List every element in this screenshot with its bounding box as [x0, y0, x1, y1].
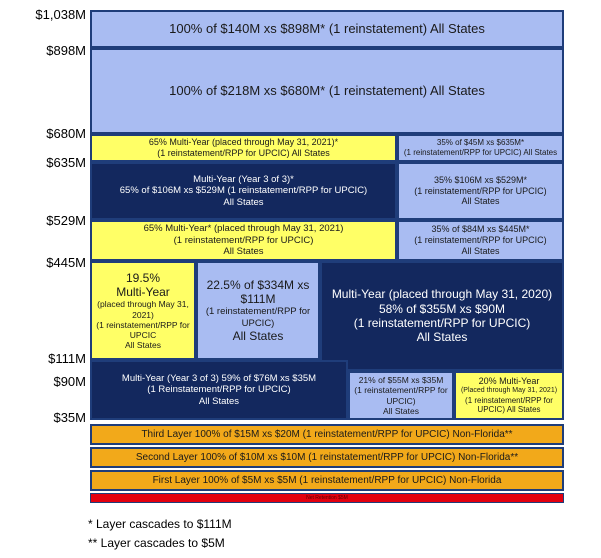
layer-635m-right-35pct: 35% $106M xs $529M* (1 reinstatement/RPP for UPCIC) All States	[397, 162, 564, 220]
axis-label-1038m: $1,038M	[35, 7, 86, 22]
layer-680m-left-multi-year: 65% Multi-Year (placed through May 31, 2021)* (1 reinstatement/RPP for UPCIC) All States	[90, 134, 397, 162]
layer-90m-year-3-59pct: Multi-Year (Year 3 of 3) 59% of $76M xs $35M (1 Reinstatement/RPP for UPCIC) All States	[90, 360, 348, 420]
axis-label-90m: $90M	[53, 374, 86, 389]
layer-680m-right-35pct: 35% of $45M xs $635M* (1 reinstatement/RPP for UPCIC) All States	[397, 134, 564, 162]
axis-label-35m: $35M	[53, 410, 86, 425]
axis-label-529m: $529M	[46, 213, 86, 228]
axis-label-635m: $635M	[46, 155, 86, 170]
axis-label-680m: $680M	[46, 126, 86, 141]
layer-635m-left-year-3: Multi-Year (Year 3 of 3)* 65% of $106M xs $529M (1 reinstatement/RPP for UPCIC) All States	[90, 162, 397, 220]
layer-529m-right-35pct: 35% of $84M xs $445M* (1 reinstatement/RPP for UPCIC) All States	[397, 220, 564, 261]
axis-label-111m: $111M	[48, 351, 86, 366]
layer-445m-19-5pct-multi-year: 19.5% Multi-Year (placed through May 31, 2021) (1 reinstatement/RPP for UPCIC All States	[90, 261, 196, 360]
layer-top-140m-xs-898m: 100% of $140M xs $898M* (1 reinstatement) All States	[90, 10, 564, 48]
second-layer-non-florida: Second Layer 100% of $10M xs $10M (1 reinstatement/RPP for UPCIC) Non-Florida**	[90, 447, 564, 468]
layer-445m-58pct-multi-year: Multi-Year (placed through May 31, 2020) 58% of $355M xs $90M (1 reinstatement/RPP for UPCIC) All States	[320, 261, 564, 371]
footnote-cascade-5m: ** Layer cascades to $5M	[88, 536, 225, 550]
first-layer-non-florida: First Layer 100% of $5M xs $5M (1 reinstatement/RPP for UPCIC) Non-Florida	[90, 470, 564, 491]
axis-label-898m: $898M	[46, 43, 86, 58]
footnote-cascade-111m: * Layer cascades to $111M	[88, 517, 232, 531]
layer-445m-22-5pct: 22.5% of $334M xs $111M (1 reinstatement/RPP for UPCIC) All States	[196, 261, 320, 360]
layer-90m-21pct: 21% of $55M xs $35M (1 reinstatement/RPP for UPCIC) All States	[348, 371, 454, 420]
layer-529m-left-multi-year: 65% Multi-Year* (placed through May 31, 2021) (1 reinstatement/RPP for UPCIC) All States	[90, 220, 397, 261]
layer-90m-20pct-multi-year: 20% Multi-Year (Placed through May 31, 2021) (1 reinstatement/RPP for UPCIC) All States	[454, 371, 564, 420]
axis-label-445m: $445M	[46, 255, 86, 270]
layer-218m-xs-680m: 100% of $218M xs $680M* (1 reinstatement) All States	[90, 48, 564, 134]
net-retention-bar: Net Retention $5M	[90, 493, 564, 503]
third-layer-non-florida: Third Layer 100% of $15M xs $20M (1 reinstatement/RPP for UPCIC) Non-Florida**	[90, 424, 564, 445]
